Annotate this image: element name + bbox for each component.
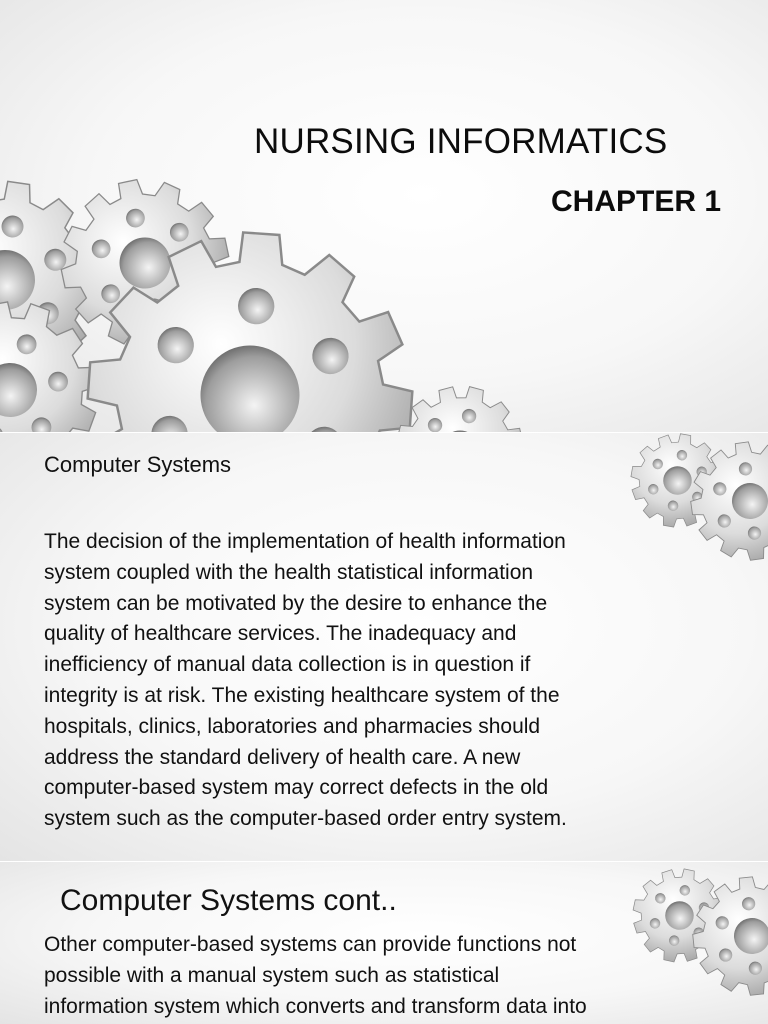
slide-body-text: Other computer-based systems can provide functions not possible with a manual system such as statistical information system which converts and transform data into xyxy=(44,933,587,1018)
gear-icon xyxy=(682,433,768,569)
presentation-title: NURSING INFORMATICS xyxy=(254,122,668,161)
slide-computer-systems-cont xyxy=(0,862,768,1024)
slide-computer-systems xyxy=(0,433,768,861)
slide-body-text: The decision of the implementation of health information system coupled with the health statistical information system can be motivated by the desire to enhance the quality of healthcare services. The inadequacy and inefficiency of manual data collection is in question if integrity is at risk. The existing healthcare system of the hospitals, clinics, laboratories and pharmacies should address the standard delivery of health care. A new computer-based system may correct defects in the old system such as the computer-based order entry system. xyxy=(44,530,567,831)
chapter-subtitle: CHAPTER 1 xyxy=(551,185,722,218)
gear-icon xyxy=(74,219,426,432)
slide-title xyxy=(0,0,768,432)
slide-heading: Computer Systems xyxy=(44,452,232,477)
slide-heading: Computer Systems cont.. xyxy=(60,884,397,917)
